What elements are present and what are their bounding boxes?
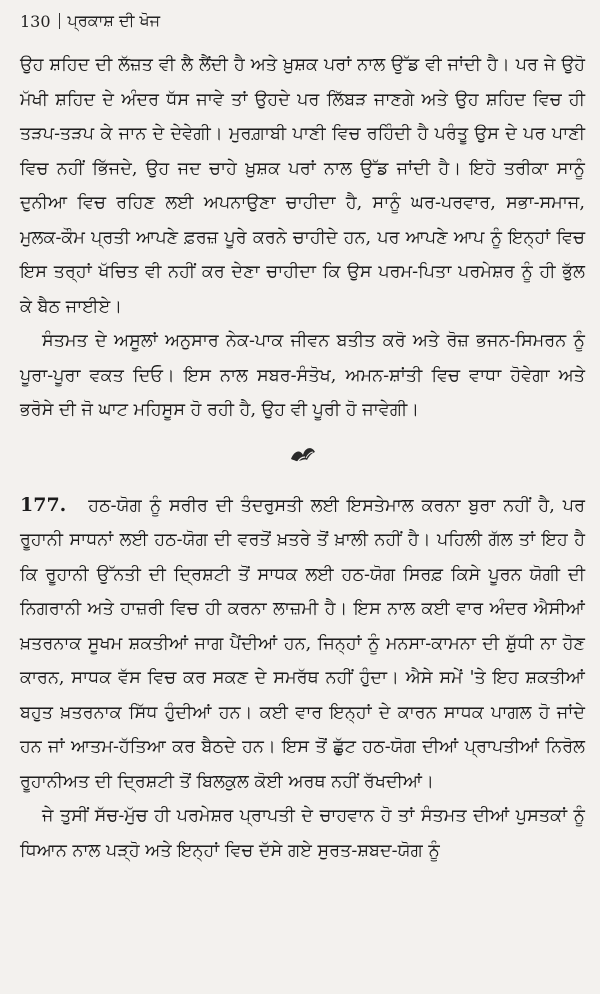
page-body [20,48,585,868]
leaf-ornament-icon [288,443,318,465]
paragraph-continued: ਉਹ ਸ਼ਹਿਦ ਦੀ ਲੱਜ਼ਤ ਵੀ ਲੈ ਲੈਂਦੀ ਹੈ ਅਤੇ ਖ਼ੁਸ਼ਕ ਪਰਾਂ ਨਾਲ ਉੱਡ ਵੀ ਜਾਂਦੀ ਹੈ। ਪਰ ਜੇ ਉਹੋ ਮੱਖੀ ਸ਼ਹਿਦ ਦੇ ਅੰਦਰ ਧੱਸ ਜਾਵੇ ਤਾਂ ਉਹਦੇ ਪਰ ਲਿੱਬੜ ਜਾਣਗੇ ਅਤੇ ਉਹ ਸ਼ਹਿਦ ਵਿਚ ਹੀ ਤੜਪ-ਤੜਪ ਕੇ ਜਾਨ ਦੇ ਦੇਵੇਗੀ। ਮੁਰਗ਼ਾਬੀ ਪਾਣੀ ਵਿਚ ਰਹਿੰਦੀ ਹੈ ਪਰੰਤੂ ਉਸ ਦੇ ਪਰ ਪਾਣੀ ਵਿਚ ਨਹੀਂ ਭਿੱਜਦੇ, ਉਹ ਜਦ ਚਾਹੇ ਖ਼ੁਸ਼ਕ ਪਰਾਂ ਨਾਲ ਉੱਡ ਜਾਂਦੀ ਹੈ। ਇਹੋ ਤਰੀਕਾ ਸਾਨੂੰ ਦੁਨੀਆ ਵਿਚ ਰਹਿਣ ਲਈ ਅਪਨਾਉਣਾ ਚਾਹੀਦਾ ਹੈ, ਸਾਨੂੰ ਘਰ-ਪਰਵਾਰ, ਸਭਾ-ਸਮਾਜ, ਮੁਲਕ-ਕੌਮ ਪ੍ਰਤੀ ਆਪਣੇ ਫ਼ਰਜ਼ ਪੂਰੇ ਕਰਨੇ ਚਾਹੀਦੇ ਹਨ, ਪਰ ਆਪਣੇ ਆਪ ਨੂੰ ਇਨ੍ਹਾਂ ਵਿਚ ਇਸ ਤਰ੍ਹਾਂ ਖੱਚਿਤ ਵੀ ਨਹੀਂ ਕਰ ਦੇਣਾ ਚਾਹੀਦਾ ਕਿ ਉਸ ਪਰਮ-ਪਿਤਾ ਪਰਮੇਸ਼ਰ ਨੂੰ ਹੀ ਭੁੱਲ ਕੇ ਬੈਠ ਜਾਈਏ। [20,55,585,317]
header-divider [59,13,60,29]
section-ornament [20,434,585,474]
paragraph-number: 177. [20,493,67,516]
paragraph: ਸੰਤਮਤ ਦੇ ਅਸੂਲਾਂ ਅਨੁਸਾਰ ਨੇਕ-ਪਾਕ ਜੀਵਨ ਬਤੀਤ ਕਰੋ ਅਤੇ ਰੋਜ਼ ਭਜਨ-ਸਿਮਰਨ ਨੂੰ ਪੂਰਾ-ਪੂਰਾ ਵਕਤ ਦਿਓ। ਇਸ ਨਾਲ ਸਬਰ-ਸੰਤੋਖ, ਅਮਨ-ਸ਼ਾਂਤੀ ਵਿਚ ਵਾਧਾ ਹੋਵੇਗਾ ਅਤੇ ਭਰੋਸੇ ਦੀ ਜੋ ਘਾਟ ਮਹਿਸੂਸ ਹੋ ਰਹੀ ਹੈ, ਉਹ ਵੀ ਪੂਰੀ ਹੋ ਜਾਵੇਗੀ। [20,331,585,420]
numbered-paragraph-text: ਹਠ-ਯੋਗ ਨੂੰ ਸਰੀਰ ਦੀ ਤੰਦਰੁਸਤੀ ਲਈ ਇਸਤੇਮਾਲ ਕਰਨਾ ਬੁਰਾ ਨਹੀਂ ਹੈ, ਪਰ ਰੂਹਾਨੀ ਸਾਧਨਾਂ ਲਈ ਹਠ-ਯੋਗ ਦੀ ਵਰਤੋਂ ਖ਼ਤਰੇ ਤੋਂ ਖ਼ਾਲੀ ਨਹੀਂ ਹੈ। ਪਹਿਲੀ ਗੱਲ ਤਾਂ ਇਹ ਹੈ ਕਿ ਰੂਹਾਨੀ ਉੱਨਤੀ ਦੀ ਦ੍ਰਿਸ਼ਟੀ ਤੋਂ ਸਾਧਕ ਲਈ ਹਠ-ਯੋਗ ਸਿਰਫ਼ ਕਿਸੇ ਪੂਰਨ ਯੋਗੀ ਦੀ ਨਿਗਰਾਨੀ ਅਤੇ ਹਾਜ਼ਰੀ ਵਿਚ ਹੀ ਕਰਨਾ ਲਾਜ਼ਮੀ ਹੈ। ਇਸ ਨਾਲ ਕਈ ਵਾਰ ਅੰਦਰ ਐਸੀਆਂ ਖ਼ਤਰਨਾਕ ਸੂਖਮ ਸ਼ਕਤੀਆਂ ਜਾਗ ਪੈਂਦੀਆਂ ਹਨ, ਜਿਨ੍ਹਾਂ ਨੂੰ ਮਨਸਾ-ਕਾਮਨਾ ਦੀ ਸ਼ੁੱਧੀ ਨਾ ਹੋਣ ਕਾਰਨ, ਸਾਧਕ ਵੱਸ ਵਿਚ ਕਰ ਸਕਣ ਦੇ ਸਮਰੱਥ ਨਹੀਂ ਹੁੰਦਾ। ਐਸੇ ਸਮੇਂ 'ਤੇ ਇਹ ਸ਼ਕਤੀਆਂ ਬਹੁਤ ਖ਼ਤਰਨਾਕ ਸਿੱਧ ਹੁੰਦੀਆਂ ਹਨ। ਕਈ ਵਾਰ ਇਨ੍ਹਾਂ ਦੇ ਕਾਰਨ ਸਾਧਕ ਪਾਗਲ ਹੋ ਜਾਂਦੇ ਹਨ ਜਾਂ ਆਤਮ-ਹੱਤਿਆ ਕਰ ਬੈਠਦੇ ਹਨ। ਇਸ ਤੋਂ ਛੁੱਟ ਹਠ-ਯੋਗ ਦੀਆਂ ਪ੍ਰਾਪਤੀਆਂ ਨਿਰੋਲ ਰੂਹਾਨੀਅਤ ਦੀ ਦ੍ਰਿਸ਼ਟੀ ਤੋਂ ਬਿਲਕੁਲ ਕੋਈ ਅਰਥ ਨਹੀਂ ਰੱਖਦੀਆਂ। [20,495,585,792]
page-number: 130 [20,11,51,31]
book-title: ਪ੍ਰਕਾਸ਼ ਦੀ ਖੋਜ [67,11,161,30]
numbered-paragraph [20,488,585,800]
page-header [20,8,160,34]
paragraph-continuation: ਜੇ ਤੁਸੀਂ ਸੱਚ-ਮੁੱਚ ਹੀ ਪਰਮੇਸ਼ਰ ਪ੍ਰਾਪਤੀ ਦੇ ਚਾਹਵਾਨ ਹੋ ਤਾਂ ਸੰਤਮਤ ਦੀਆਂ ਪੁਸਤਕਾਂ ਨੂੰ ਧਿਆਨ ਨਾਲ ਪੜ੍ਹੋ ਅਤੇ ਇਨ੍ਹਾਂ ਵਿਚ ਦੱਸੇ ਗਏ ਸੁਰਤ-ਸ਼ਬਦ-ਯੋਗ ਨੂੰ [20,806,585,861]
